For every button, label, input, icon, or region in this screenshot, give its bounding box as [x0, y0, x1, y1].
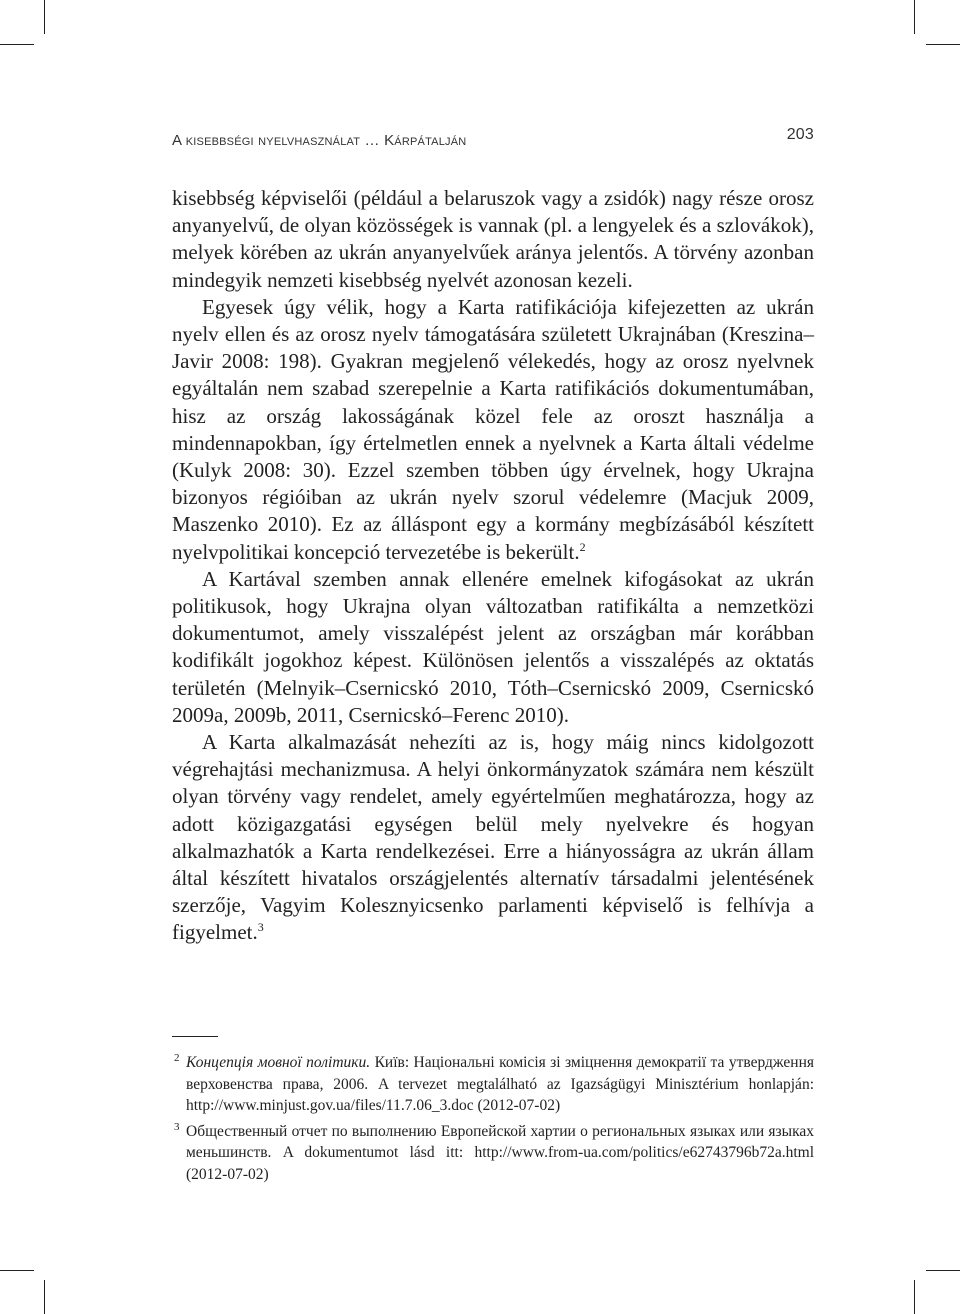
page-number: 203: [786, 126, 814, 143]
footnote-2-number: 2: [174, 1052, 180, 1064]
footnote-2: [172, 1052, 814, 1117]
crop-mark-top-left: [44, 0, 45, 34]
paragraph-1: [172, 185, 814, 294]
paragraph-3: [172, 566, 814, 729]
crop-mark-bottom-left-h: [0, 1270, 34, 1271]
crop-mark-top-right: [914, 0, 915, 34]
crop-mark-top-right-h: [926, 44, 960, 45]
paragraph-3-text: A Kartával szemben annak ellenére emelnek kifogásokat az ukrán politikusok, hogy Ukrajna olyan változatban ratifikálta a nemzetközi dokumentumot, amely visszalépést jelent az országban már korábban kodifikált jogokhoz képest. Különösen jelentős a visszalépés az oktatás területén (Melnyik–Csernicskó 2010, Tóth–Csernicskó 2009, Csernicskó 2009a, 2009b, 2011, Csernicskó–Ferenc 2010).: [172, 566, 814, 727]
paragraph-2: [172, 294, 814, 566]
crop-mark-bottom-right-h: [926, 1270, 960, 1271]
paragraph-2-text: Egyesek úgy vélik, hogy a Karta ratifikációja kifejezetten az ukrán nyelv ellen és az orosz nyelv támogatására született Ukrajnában (Kreszina–Javir 2008: 198). Gyakran megjelenő vélekedés, hogy az orosz nyelvnek egyáltalán nem szabad szerepelnie a Karta ratifikációs dokumentumában, hisz az ország lakosságának közel fele az oroszt használja a mindennapokban, így értelmetlen ennek a nyelvnek a Karta általi védelme (Kulyk 2008: 30). Ezzel szemben többen úgy érvelnek, hogy Ukrajna bizonyos régióiban az ukrán nyelv szorul védelemre (Macjuk 2009, Maszenko 2010). Ez az álláspont egy a kormány megbízásából készített nyelvpolitikai koncepció tervezetébe is bekerült.: [172, 294, 814, 564]
footnote-3-number: 3: [174, 1120, 180, 1133]
footnote-divider: [172, 1036, 218, 1037]
running-head-title: A kisebbségi nyelvhasználat … Kárpátalján: [172, 132, 467, 149]
crop-mark-top-left-h: [0, 44, 34, 45]
footnotes: [172, 1052, 814, 1189]
footnote-ref-2[interactable]: 2: [579, 539, 586, 554]
crop-mark-bottom-left: [44, 1280, 45, 1314]
footnote-3: [172, 1121, 814, 1186]
paragraph-1-text: kisebbség képviselői (például a belaruszok vagy a zsidók) nagy része orosz anyanyelvű, de olyan közösségek is vannak (pl. a lengyelek és a szlovákok), melyek körében az ukrán anyanyelvűek aránya jelentős. A törvény azonban mindegyik nemzeti kisebbség nyelvét azonosan kezeli.: [172, 186, 814, 292]
body-text: [172, 185, 814, 947]
footnote-3-text: Общественный отчет по выполнению Европейской хартии о региональных языках или языках меньшинств. A dokumentumot lásd itt: http://www.from-ua.com/politics/e62743796b72a.html (2012-07-02): [186, 1122, 814, 1183]
paragraph-4: [172, 729, 814, 947]
crop-mark-bottom-right: [914, 1280, 915, 1314]
footnote-2-text: Київ: Національні комісія зі зміцнення демократії та утвердження верховенства права, 2006. A tervezet megtalálható az Igazságügyi Minisztérium honlapján: http://www.minjust.gov.ua/files/11.7.06_3.doc (2012-07-02): [186, 1054, 814, 1114]
paragraph-4-text: A Karta alkalmazását nehezíti az is, hogy máig nincs kidolgozott végrehajtási mechanizmusa. A helyi önkormányzatok számára nem készült olyan törvény vagy rendelet, amely egyértelműen meghatározza, hogy az adott közigazgatási egységen belül mely nyelvekre és hogyan alkalmazhatók a Karta rendelkezései. Erre a hiányosságra az ukrán állam által készített hivatalos országjelentés alternatív társadalmi jelentésének szerzője, Vagyim Kolesznyicsenko parlamenti képviselő is felhívja a figyelmet.: [172, 730, 814, 945]
running-head: [172, 126, 814, 149]
footnote-ref-3[interactable]: 3: [257, 920, 264, 935]
footnote-2-italic-title: Концепція мовної політики.: [186, 1054, 371, 1071]
